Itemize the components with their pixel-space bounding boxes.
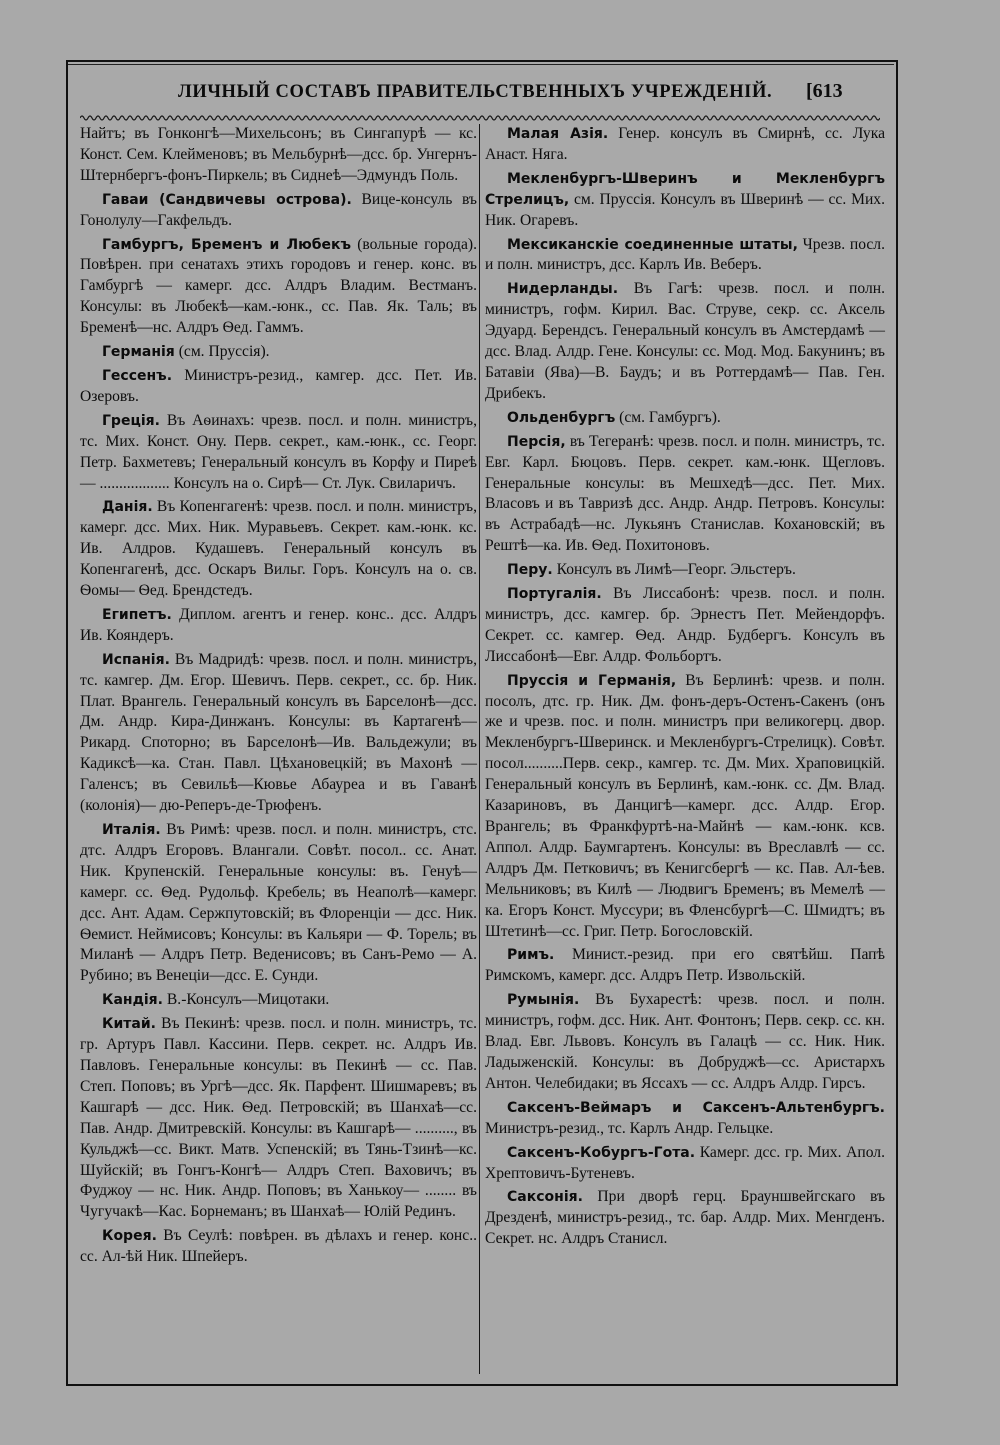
directory-entry bbox=[80, 497, 477, 602]
entry-country: Ольденбургъ bbox=[507, 409, 616, 426]
entry-text: Чрезв. посл. и полн. министръ, дсс. Карлъ Ив. Веберъ. bbox=[485, 235, 885, 274]
entry-country: Мекленбургъ-Шверинъ и Мекленбургъ Стрелицъ, bbox=[485, 170, 885, 208]
directory-entry bbox=[80, 366, 477, 408]
directory-entry bbox=[80, 124, 477, 187]
directory-entry bbox=[485, 990, 885, 1095]
entry-country: Малая Азія. bbox=[507, 126, 609, 142]
entry-country: Португалія. bbox=[507, 586, 602, 603]
entry-country: Перу. bbox=[507, 562, 553, 579]
entry-text: Диплом. агентъ и генер. конс.. дсс. Алдръ Ив. Кояндеръ. bbox=[80, 605, 477, 644]
directory-entry bbox=[485, 560, 885, 581]
running-header bbox=[78, 78, 888, 112]
frame-double-rule bbox=[68, 64, 894, 65]
entry-text: въ Тегеранѣ: чрезв. посл. и полн. министръ, тс. Евг. Карл. Бюцовъ. Перв. секрет. кам.-юнк. Щегловъ. Генеральные консулы: въ Мешхедѣ—дсс. Пет. Мих. Власовъ и въ Тавризѣ дсс. Андр. Андр. Петровъ. Консулы: въ Астрабадѣ—нс. Лукьянъ Станислав. Кохановскій; въ Рештѣ—ка. Ив. Ѳед. Похитоновъ. bbox=[485, 432, 885, 555]
column-divider bbox=[479, 124, 480, 1374]
directory-entry bbox=[80, 650, 477, 817]
entry-text: Въ Копенгагенѣ: чрезв. посл. и полн. министръ, камерг. дсс. Мих. Ник. Муравьевъ. Секрет. кам.-юнк. кс. Ив. Алдров. Кудашевъ. Генеральный консулъ въ Копенгагенѣ, дсс. Оскаръ Вильг. Горъ. Консулъ на о. св. Ѳомы— Ѳед. Брендстедъ. bbox=[80, 498, 477, 600]
entry-country: Румынія. bbox=[507, 992, 580, 1009]
directory-entry bbox=[485, 945, 885, 987]
entry-text: Консулъ въ Лимѣ—Георг. Эльстеръ. bbox=[556, 561, 796, 579]
directory-entry bbox=[485, 432, 885, 557]
entry-country: Гамбургъ, Бременъ и Любекъ bbox=[102, 236, 352, 253]
entry-text: (см. Гамбургъ). bbox=[619, 408, 721, 426]
entry-text: Въ Римѣ: чрезв. посл. и полн. министръ, стс. дтс. Алдръ Егоровъ. Влангали. Совѣт. посол.. сс. Анат. Ник. Крупенскій. Генеральные консулы: въ. Генуѣ—камерг. сс. Ѳед. Рудольф. Кребель; въ Неаполѣ—камерг. дсс. Ант. Адам. Сержпутовскій; въ Флоренціи — дсс. Ник. Ѳемист. Неймисовъ; Консулы: въ Кальяри — Ф. Торель; въ Миланѣ — Алдръ Петр. Веденисовъ; въ Санъ-Ремо — А. Рубино; въ Венеціи—дсс. Е. Сунди. bbox=[80, 821, 477, 985]
entry-country: Китай. bbox=[102, 1016, 156, 1033]
page-number: [613 bbox=[806, 80, 843, 102]
right-column bbox=[485, 124, 885, 1253]
entry-text: При дворѣ герц. Брауншвейгскаго въ Дрезденѣ, министръ-резид., тс. бар. Алдр. Мих. Менгденъ. Секрет. нс. Алдръ Станисл. bbox=[485, 1188, 886, 1248]
page-title: ЛИЧНЫЙ СОСТАВЪ ПРАВИТЕЛЬСТВЕННЫХЪ УЧРЕЖДЕНІЙ. bbox=[178, 82, 773, 102]
directory-entry bbox=[485, 279, 885, 404]
directory-entry bbox=[485, 584, 885, 668]
entry-text: (см. Пруссія). bbox=[178, 343, 270, 361]
entry-country: Гессенъ. bbox=[102, 367, 173, 384]
wavy-rule bbox=[80, 112, 880, 124]
entry-text: Минист.-резид. при его святѣйш. Папѣ Римскомъ, камерг. дсс. Алдръ Петр. Извольскій. bbox=[485, 946, 885, 985]
entry-text: Министръ-резид., камгер. дсс. Пет. Ив. Озеровъ. bbox=[80, 366, 477, 405]
directory-entry bbox=[80, 605, 477, 647]
entry-text: Въ Берлинѣ: чрезв. и полн. посолъ, дтс. гр. Ник. Дм. фонъ-деръ-Остенъ-Сакенъ (онъ же и чрезв. пос. и полн. министръ при великогерц. двор. Мекленбургъ-Шверинск. и Мекленбургъ-Стрелицк). Совѣт. посол..........Перв. секр., камгер. тс. Дм. Мих. Храповицкій. Генеральный консулъ въ Берлинѣ, кам.-юнк. сс. Дм. Влад. Казариновъ, въ Данцигѣ—камерг. дсс. Алдр. Егор. Врангель; въ Франкфуртѣ-на-Майнѣ — кам.-юнк. ксв. Аппол. Алдр. Баумгартенъ. Консулы: въ Вреславлѣ — сс. Алдръ Дм. Петковичъ; въ Кенигсбергѣ — кс. Пав. Ал-ѣев. Мельниковъ; въ Килѣ — Людвигъ Бременъ; въ Мемелѣ — ка. Егоръ Конст. Муссури; въ Фленсбургѣ—С. Шмидтъ; въ Штетинѣ—сс. Григ. Петр. Богословскій. bbox=[485, 671, 885, 940]
entry-text: Въ Мадридѣ: чрезв. посл. и полн. министръ, тс. камгер. Дм. Егор. Шевичъ. Перв. секрет., сс. бр. Ник. Плат. Врангель. Генеральный консулъ въ Барселонѣ—дсс. Дм. Андр. Кира-Динжанъ. Консулы: въ Картагенѣ—Рикард. Споторно; въ Барселонѣ—Ив. Вальдежули; въ Кадиксѣ—ка. Стан. Павл. Цѣхановецкій; въ Махонѣ — Галенсъ; въ Севильѣ—Кювье Абауреа и въ Гаванѣ (колонія)— дю-Реперъ-де-Трюфенъ. bbox=[80, 650, 477, 815]
directory-entry bbox=[485, 671, 885, 943]
directory-entry bbox=[80, 190, 477, 232]
entry-country: Гаваи (Сандвичевы острова). bbox=[102, 191, 352, 208]
entry-text: Въ Бухарестѣ: чрезв. посл. и полн. министръ, гофм. дсс. Ник. Ант. Фонтонъ; Перв. секр. сс. кн. Влад. Евг. Львовъ. Консулъ въ Галацѣ — сс. Ник. Ник. Ладыженскій. Консулы: въ Добруджѣ—сс. Аристархъ Антон. Челебидаки; въ Яссахъ — сс. Алдръ Алдр. Гирсъ. bbox=[485, 991, 885, 1092]
directory-entry bbox=[485, 1187, 885, 1250]
entry-country: Саксонія. bbox=[507, 1189, 583, 1206]
entry-country: Испанія. bbox=[102, 651, 170, 668]
directory-entry bbox=[485, 169, 885, 232]
entry-text: Въ Пекинѣ: чрезв. посл. и полн. министръ, тс. гр. Артуръ Павл. Кассини. Перв. секрет. нс. Алдръ Ив. Павловъ. Генеральные консулы: въ Пекинѣ — сс. Пав. Степ. Поповъ; въ Ургѣ—дсс. Як. Парфент. Шишмаревъ; въ Кашгарѣ — дсс. Ник. Ѳед. Петровскій; въ Шанхаѣ—сс. Пав. Андр. Дмитревскій. Консулы: въ Кашгарѣ— .........., въ Кульджѣ—сс. Викт. Матв. Успенскій; въ Тянь-Тзинѣ—кс. Шуйскій; въ Гонгъ-Конгѣ— Алдръ Степ. Ваховичъ; въ Фуджоу — нс. Ник. Андр. Поповъ; въ Ханькоу— ........ въ Чугучакѣ—Кас. Борнеманъ; въ Шанхаѣ— Юлій Рединъ. bbox=[80, 1015, 477, 1221]
directory-entry bbox=[80, 411, 477, 495]
entry-text: Генер. консулъ въ Смирнѣ, сс. Лука Анаст. Няга. bbox=[485, 125, 885, 163]
left-column bbox=[80, 124, 477, 1271]
directory-entry bbox=[80, 820, 477, 987]
directory-entry bbox=[80, 342, 477, 363]
entry-text: Камерг. дсс. гр. Мих. Апол. Хрептовичъ-Бутеневъ. bbox=[485, 1143, 885, 1182]
entry-text: Министръ-резид., тс. Карлъ Андр. Гельцке. bbox=[485, 1119, 774, 1137]
entry-country: Мексиканскіе соединенные штаты, bbox=[507, 236, 798, 253]
directory-entry bbox=[485, 124, 885, 166]
entry-country: Саксенъ-Веймаръ и Саксенъ-Альтенбургъ. bbox=[507, 1099, 885, 1116]
directory-entry bbox=[80, 1014, 477, 1223]
entry-text: Въ Аѳинахъ: чрезв. посл. и полн. министръ, тс. Мих. Конст. Ону. Перв. секрет., кам.-юнк., сс. Георг. Петр. Бахметевъ; Генеральный консулъ въ Корфу и Пиреѣ— .................. Консулъ на о. Сирѣ— Ст. Лук. Свиларичъ. bbox=[80, 411, 478, 492]
entry-country: Персія, bbox=[507, 433, 566, 450]
directory-entry bbox=[485, 235, 885, 277]
entry-country: Италія. bbox=[102, 822, 161, 838]
directory-entry bbox=[80, 990, 477, 1011]
entry-country: Египетъ. bbox=[102, 606, 172, 623]
entry-country: Саксенъ-Кобургъ-Гота. bbox=[507, 1144, 696, 1161]
entry-country: Нидерланды. bbox=[507, 281, 619, 298]
entry-country: Пруссія и Германія, bbox=[507, 672, 677, 689]
directory-entry bbox=[485, 408, 885, 429]
entry-country: Корея. bbox=[102, 1228, 157, 1245]
directory-entry bbox=[80, 1226, 477, 1268]
entry-text: см. Пруссія. Консулъ въ Шверинѣ — сс. Мих. Ник. Огаревъ. bbox=[485, 190, 885, 229]
entry-country: Данія. bbox=[102, 499, 153, 516]
entry-country: Римъ. bbox=[507, 947, 555, 964]
directory-entry bbox=[485, 1143, 885, 1185]
entry-text: Вице-консуль въ Гонолулу—Гакфельдъ. bbox=[80, 190, 477, 229]
entry-text: (вольные города). Повѣрен. при сенатахъ этихъ городовъ и генер. конс. въ Гамбургѣ — камерг. дсс. Алдръ Владим. Вестманъ. Консулы: въ Любекѣ—кам.-юнк., сс. Пав. Як. Таль; въ Бременѣ—нс. Алдръ Ѳед. Гаммъ. bbox=[80, 235, 477, 337]
directory-entry bbox=[485, 1098, 885, 1140]
entry-country: Кандія. bbox=[102, 992, 163, 1009]
entry-text: Въ Сеулѣ: повѣрен. въ дѣлахъ и генер. конс.. сс. Ал-ѣй Ник. Шпейеръ. bbox=[80, 1227, 477, 1266]
entry-text: Въ Гагѣ: чрезв. посл. и полн. министръ, гофм. Кирил. Вас. Струве, секр. сс. Аксель Эдуард. Берендсъ. Генеральный консулъ въ Амстердамѣ — дсс. Влад. Алдр. Гене. Консулы: сс. Мод. Мод. Бакунинъ; въ Батавіи (Ява)—В. Баудъ; и въ Роттердамѣ— Пав. Ген. Дрибекъ. bbox=[485, 280, 886, 402]
entry-text: Найтъ; въ Гонконгѣ—Михельсонъ; въ Сингапурѣ — кс. Конст. Сем. Клейменовъ; въ Мельбурнѣ—дсс. бр. Унгернъ-Штернбергъ-фонъ-Пиркель; въ Сиднеѣ—Эдмундъ Поль. bbox=[80, 125, 477, 184]
entry-text: Въ Лиссабонѣ: чрезв. посл. и полн. министръ, дсс. камгер. бр. Эрнестъ Пет. Мейендорфъ. Секрет. сс. камгер. Ѳед. Андр. Будбергъ. Консулъ въ Лиссабонѣ—Евг. Алдр. Фольбортъ. bbox=[485, 585, 885, 665]
entry-country: Германія bbox=[102, 344, 175, 361]
entry-country: Греція. bbox=[102, 412, 160, 429]
directory-entry bbox=[80, 235, 477, 340]
entry-text: В.-Консулъ—Мицотаки. bbox=[166, 991, 330, 1009]
